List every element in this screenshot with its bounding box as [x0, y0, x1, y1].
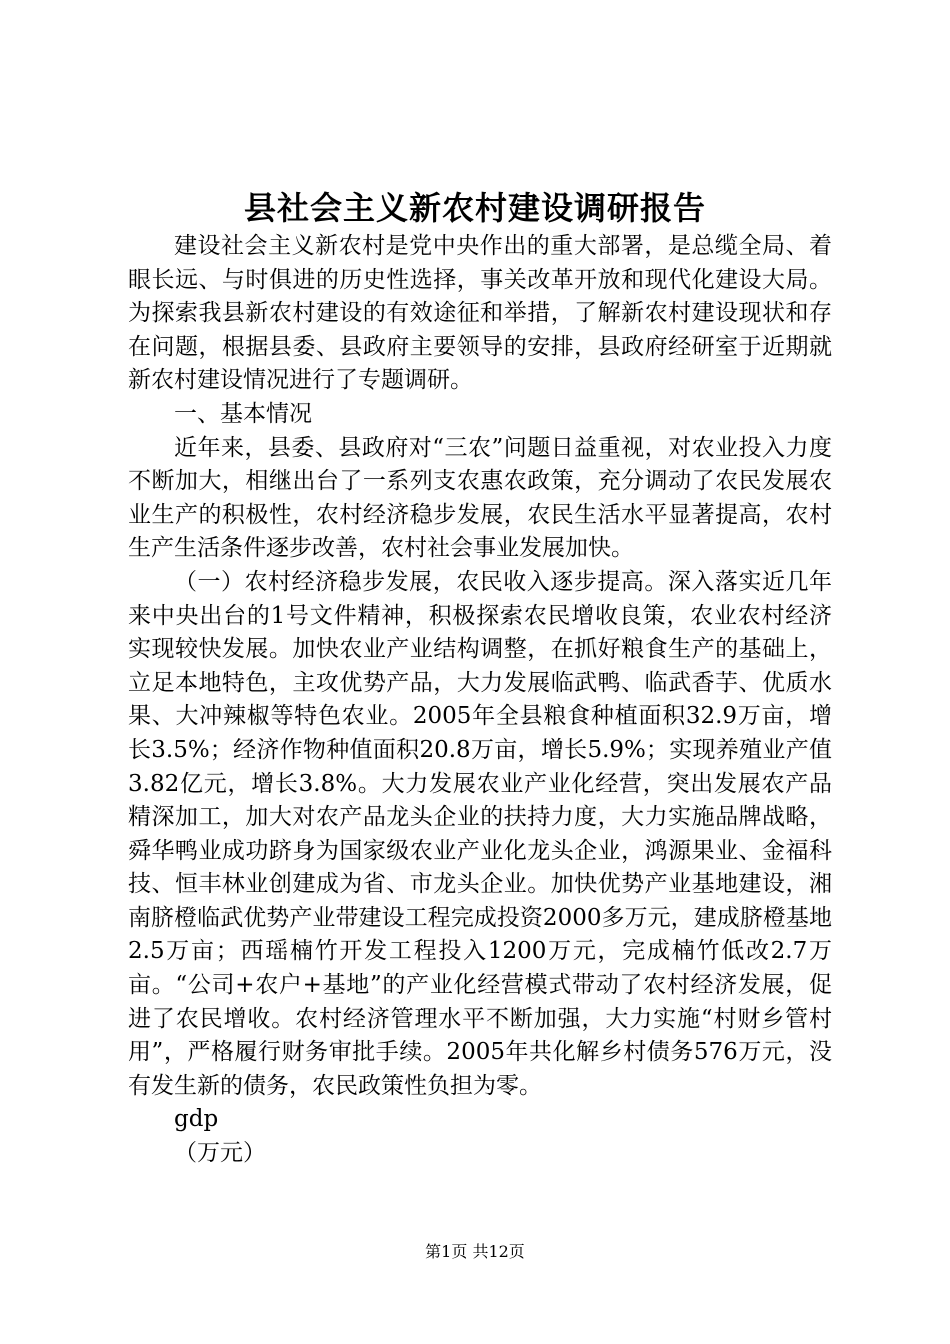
section-heading: 一、基本情况: [174, 400, 312, 427]
overview-paragraph: 近年来，县委、县政府对“三农”问题日益重视，对农业投入力度不断加大，相继出台了一系列支农惠农政策，充分调动了农民发展农业生产的积极性，农村经济稳步发展，农民生活水平显著提高，农村生产生活条件逐步改善，农村社会事业发展加快。: [128, 434, 832, 562]
document-body: [128, 230, 832, 1171]
page-footer: 第1页 共12页: [425, 1242, 525, 1261]
chart-unit-label: （万元）: [174, 1140, 266, 1167]
intro-paragraph: 建设社会主义新农村是党中央作出的重大部署，是总缆全局、着眼长远、与时俱进的历史性选择，事关改革开放和现代化建设大局。为探索我县新农村建设的有效途征和举措，了解新农村建设现状和存在问题，根据县委、县政府主要领导的安排，县政府经研室于近期就新农村建设情况进行了专题调研。: [128, 233, 832, 394]
chart-label-gdp: gdp: [174, 1106, 219, 1133]
subsection-paragraph: （一）农村经济稳步发展，农民收入逐步提高。深入落实近几年来中央出台的1号文件精神，积极探索农民增收良策，农业农村经济实现较快发展。加快农业产业结构调整，在抓好粮食生产的基础上，立足本地特色，主攻优势产品，大力发展临武鸭、临武香芋、优质水果、大冲辣椒等特色农业。2005年全县粮食种植面积32.9万亩，增长3.5%；经济作物种值面积20.8万亩，增长5.9%；实现养殖业产值3.82亿元，增长3.8%。大力发展农业产业化经营，突出发展农产品精深加工，加大对农产品龙头企业的扶持力度，大力实施品牌战略，舜华鸭业成功跻身为国家级农业产业化龙头企业，鸿源果业、金福科技、恒丰林业创建成为省、市龙头企业。加快优势产业基地建设，湘南脐橙临武优势产业带建设工程完成投资2000多万元，建成脐橙基地2.5万亩；西瑶楠竹开发工程投入1200万元，完成楠竹低改2.7万亩。“公司+农户+基地”的产业化经营模式带动了农村经济发展，促进了农民增收。农村经济管理水平不断加强，大力实施“村财乡管村用”，严格履行财务审批手续。2005年共化解乡村债务576万元，没有发生新的债务，农民政策性负担为零。: [128, 568, 832, 1099]
document-title: 县社会主义新农村建设调研报告: [243, 189, 706, 227]
